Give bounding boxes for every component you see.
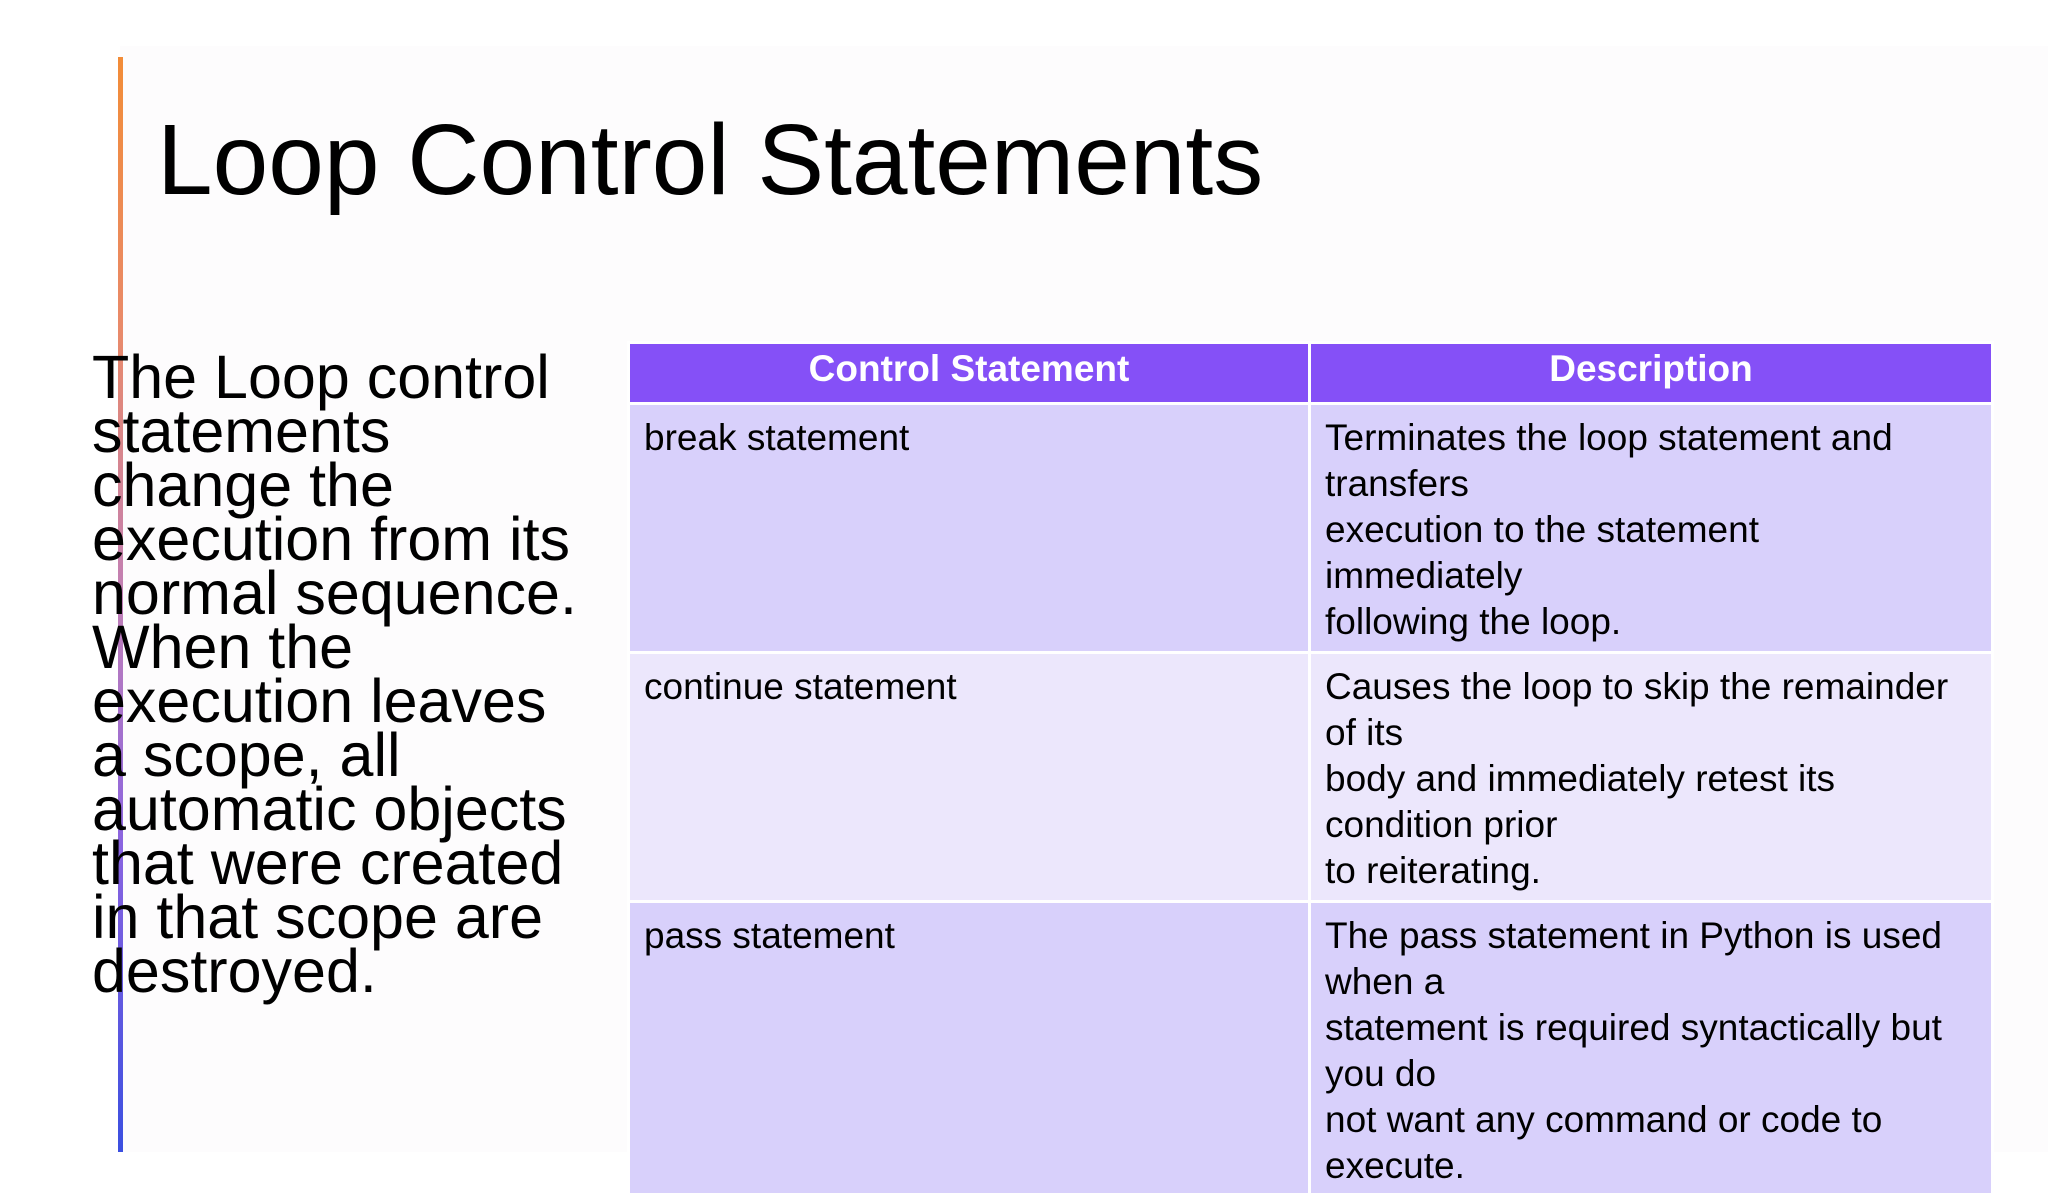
- description-line: condition prior: [1325, 804, 1558, 845]
- description-line: execution to the statement: [1325, 509, 1759, 550]
- description-line: statement is required syntactically but: [1325, 1007, 1942, 1048]
- table-header-control-statement: Control Statement: [629, 343, 1310, 404]
- description-line: not want any command or code to: [1325, 1099, 1883, 1140]
- description-line: Causes the loop to skip the remainder: [1325, 666, 1949, 707]
- table-cell-statement: pass statement: [629, 902, 1310, 1195]
- table-cell-statement: continue statement: [629, 653, 1310, 902]
- intro-paragraph: The Loop control statements change the execution from its normal sequence. When the execution leaves a scope, all automatic objects that were created in that scope are destroyed.: [92, 343, 577, 1005]
- description-line: you do: [1325, 1053, 1437, 1094]
- table-cell-statement: break statement: [629, 404, 1310, 653]
- table-cell-description: [1310, 404, 1993, 653]
- description-line: immediately: [1325, 555, 1523, 596]
- table-row: [629, 902, 1993, 1195]
- description-line: of its: [1325, 712, 1404, 753]
- description-line: body and immediately retest its: [1325, 758, 1836, 799]
- description-line: transfers: [1325, 463, 1469, 504]
- description-line: Terminates the loop statement and: [1325, 417, 1893, 458]
- description-line: following the loop.: [1325, 601, 1622, 642]
- description-line: The pass statement in Python is used: [1325, 915, 1943, 956]
- table-header-description: Description: [1310, 343, 1993, 404]
- table-row: [629, 404, 1993, 653]
- description-line: execute.: [1325, 1145, 1465, 1186]
- table-row: [629, 653, 1993, 902]
- slide-title: Loop Control Statements: [157, 104, 1264, 216]
- description-line: when a: [1325, 961, 1445, 1002]
- table-cell-description: [1310, 902, 1993, 1195]
- loop-control-table: [627, 341, 1994, 1196]
- table-cell-description: [1310, 653, 1993, 902]
- description-line: to reiterating.: [1325, 850, 1541, 891]
- table-header-row: [629, 343, 1993, 404]
